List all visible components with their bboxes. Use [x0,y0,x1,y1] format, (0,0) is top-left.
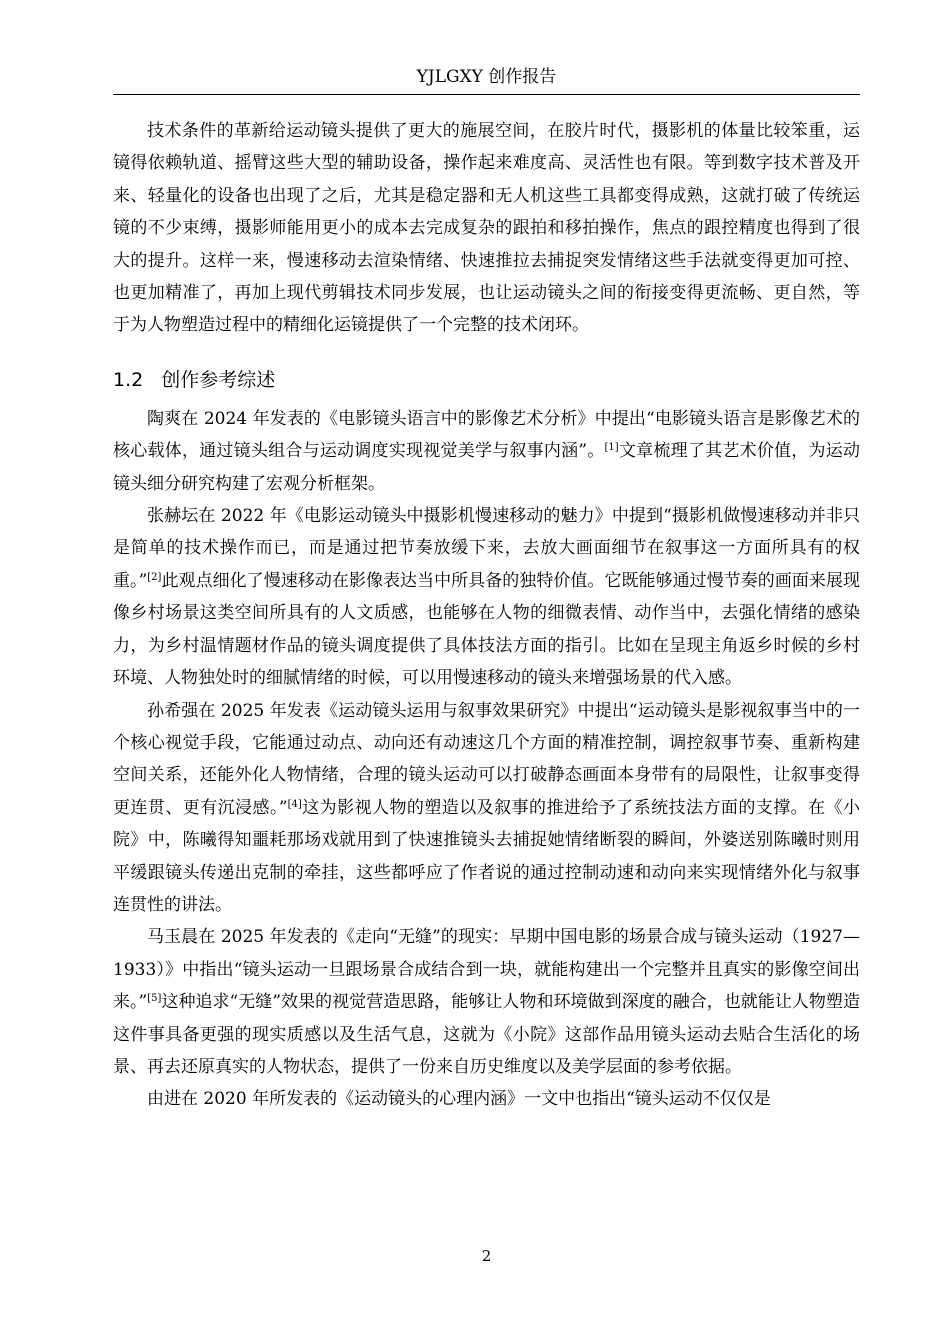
paragraph-text: 此观点细化了慢速移动在影像表达当中所具备的独特价值。它既能够通过慢节奏的画面来展现像乡村场景这类空间所具有的人文质感，也能够在人物的细微表情、动作当中，去强化情绪的感染力，为乡村温情题材作品的镜头调度提供了具体技法方面的指引。比如在呈现主角返乡时候的乡村环境、人物独处时的细腻情绪的时候，可以用慢速移动的镜头来增强场景的代入感。 [113,570,861,689]
paragraph-text: 由进在 2020 年所发表的《运动镜头的心理内涵》一文中也指出“镜头运动不仅仅是 [147,1089,771,1110]
paragraph-text: 孙希强在 2025 年发表《运动镜头运用与叙事效果研究》中提出“运动镜头是影视叙事当中的一个核心视觉手段，它能通过动点、动向还有动速这几个方面的精准控制，调控叙事节奏、重新构建空间关系，还能外化人物情绪，合理的镜头运动可以打破静态画面本身带有的局限性，让叙事变得更连贯、更有沉浸感。” [113,700,860,818]
paragraph-review-2 [113,500,860,694]
paragraph-text: 文章梳理了其艺术价值，为运动镜头细分研究构建了宏观分析框架。 [113,441,860,494]
paragraph-text: 张赫坛在 2022 年《电影运动镜头中摄影机慢速移动的魅力》中提到“摄影机做慢速移动并非只是简单的技术操作而已，而是通过把节奏放缓下来，去放大画面细节在叙事这一方面所具有的权重。” [113,506,860,591]
paragraph-review-5 [113,1083,860,1115]
header-rule [113,94,860,95]
running-header: YJLGXY 创作报告 [416,67,557,87]
citation-marker: [5] [147,993,162,1005]
paragraph-text: 陶爽在 2024 年发表的《电影镜头语言中的影像艺术分析》中提出“电影镜头语言是影像艺术的核心载体，通过镜头组合与运动调度实现视觉美学与叙事内涵”。 [113,408,860,462]
paragraph-review-3 [113,695,860,922]
body-text [113,115,860,1116]
citation-marker: [4] [287,798,302,810]
section-number: 1.2 [113,368,144,391]
paragraph-review-4 [113,921,860,1083]
section-title: 创作参考综述 [161,368,276,391]
paragraph-text: 马玉晨在 2025 年发表的《走向“无缝”的现实：早期中国电影的场景合成与镜头运动（1927—1933）》中指出“镜头运动一旦跟场景合成结合到一块，就能构建出一个完整并且真实的影像空间出来。” [113,927,860,1013]
page-number: 2 [481,1247,492,1265]
citation-marker: [2] [147,571,162,583]
section-heading [113,366,860,394]
paragraph-intro: 技术条件的革新给运动镜头提供了更大的施展空间，在胶片时代，摄影机的体量比较笨重，运镜得依赖轨道、摇臂这些大型的辅助设备，操作起来难度高、灵活性也有限。等到数字技术普及开来、轻量化的设备也出现了之后，尤其是稳定器和无人机这些工具都变得成熟，这就打破了传统运镜的不少束缚，摄影师能用更小的成本去完成复杂的跟拍和移拍操作，焦点的跟控精度也得到了很大的提升。这样一来，慢速移动去渲染情绪、快速推拉去捕捉突发情绪这些手法就变得更加可控、也更加精准了，再加上现代剪辑技术同步发展，也让运动镜头之间的衔接变得更流畅、更自然，等于为人物塑造过程中的精细化运镜提供了一个完整的技术闭环。 [113,121,860,336]
citation-marker: [1] [604,442,619,454]
paragraph-text: 这种追求“无缝”效果的视觉营造思路，能够让人物和环境做到深度的融合，也就能让人物塑造这件事具备更强的现实质感以及生活气息，这就为《小院》这部作品用镜头运动去贴合生活化的场景、再去还原真实的人物状态，提供了一份来自历史维度以及美学层面的参考依据。 [113,992,860,1077]
paragraph-text: 这为影视人物的塑造以及叙事的推进给予了系统技法方面的支撑。在《小院》中，陈曦得知噩耗那场戏就用到了快速推镜头去捕捉她情绪断裂的瞬间，外婆送别陈曦时则用平缓跟镜头传递出克制的牵挂，这些都呼应了作者说的通过控制动速和动向来实现情绪外化与叙事连贯性的讲法。 [113,797,860,915]
paragraph-review-1 [113,403,860,500]
